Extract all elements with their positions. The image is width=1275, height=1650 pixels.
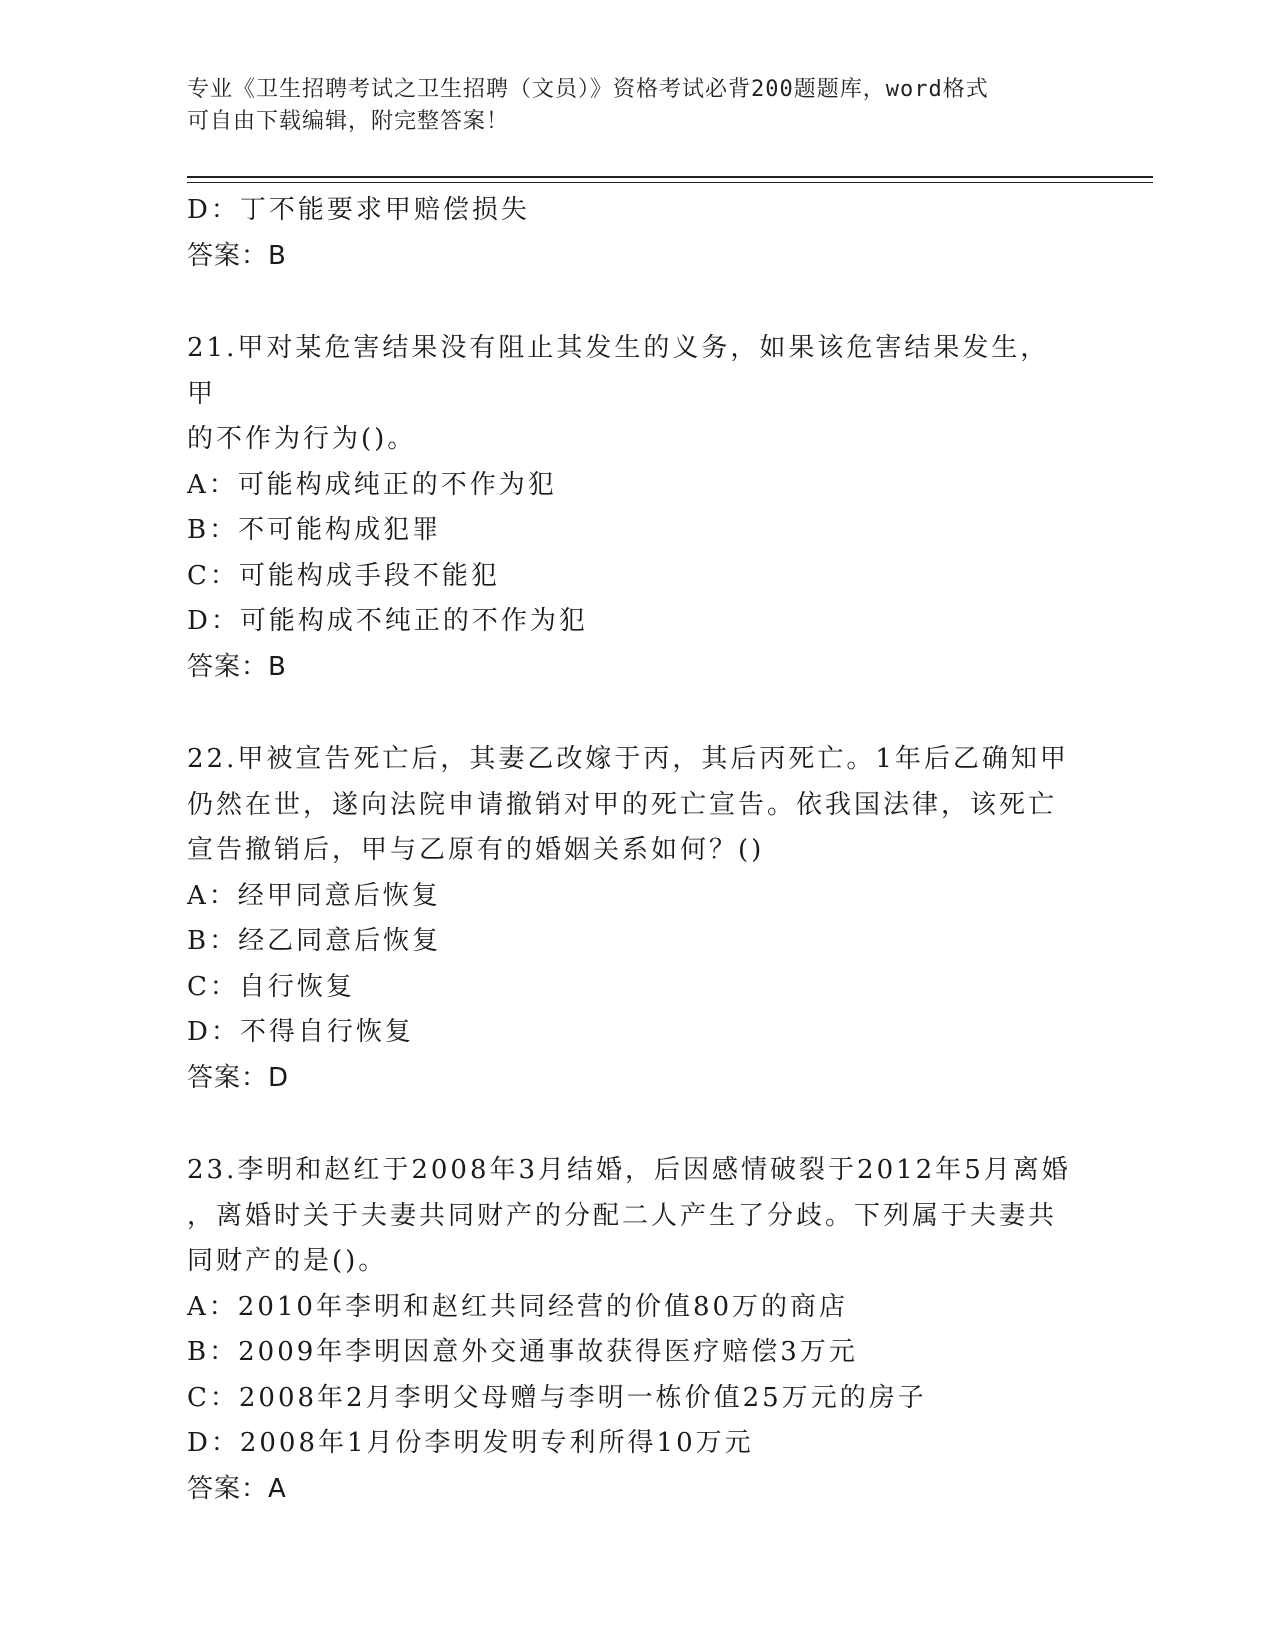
question-21 bbox=[187, 326, 1077, 690]
header-divider-thick bbox=[187, 176, 1153, 178]
spacer bbox=[187, 1101, 1077, 1148]
option-d: D：可能构成不纯正的不作为犯 bbox=[187, 606, 588, 636]
question-stem-line: 22.甲被宣告死亡后，其妻乙改嫁于丙，其后丙死亡。1年后乙确知甲 bbox=[187, 744, 1069, 774]
option-d: D：2008年1月份李明发明专利所得10万元 bbox=[187, 1428, 754, 1458]
option-c: C：2008年2月李明父母赠与李明一栋价值25万元的房子 bbox=[187, 1382, 927, 1413]
previous-question-tail bbox=[187, 188, 1077, 279]
question-23 bbox=[187, 1148, 1077, 1512]
answer-line: 答案：D bbox=[187, 1062, 290, 1093]
header-title-line-2: 可自由下载编辑，附完整答案！ bbox=[187, 109, 510, 134]
question-stem-line: 23.李明和赵红于2008年3月结婚，后因感情破裂于2012年5月离婚 bbox=[187, 1155, 1071, 1185]
answer-line: 答案：A bbox=[187, 1473, 287, 1504]
option-b: B：不可能构成犯罪 bbox=[187, 515, 442, 545]
spacer bbox=[187, 279, 1077, 326]
question-22 bbox=[187, 737, 1077, 1101]
header-title-line-1: 专业《卫生招聘考试之卫生招聘（文员）》资格考试必背200题题库，word格式 bbox=[187, 77, 989, 102]
question-list bbox=[187, 188, 1077, 1512]
option-a: A：可能构成纯正的不作为犯 bbox=[187, 469, 557, 500]
question-stem-line: 仍然在世，遂向法院申请撤销对甲的死亡宣告。依我国法律，该死亡 bbox=[187, 789, 1058, 820]
option-b: B：经乙同意后恢复 bbox=[187, 926, 442, 956]
question-stem-line: 的不作为行为()。 bbox=[187, 424, 417, 454]
option-a: A：经甲同意后恢复 bbox=[187, 880, 441, 911]
question-stem-line: 21.甲对某危害结果没有阻止其发生的义务，如果该危害结果发生，甲 bbox=[187, 333, 1050, 409]
option-d: D：不得自行恢复 bbox=[187, 1017, 414, 1047]
document-header bbox=[187, 74, 1067, 138]
answer-line: 答案：B bbox=[187, 240, 287, 271]
question-stem-line: 同财产的是()。 bbox=[187, 1246, 388, 1276]
option-c: C：自行恢复 bbox=[187, 971, 355, 1002]
spacer bbox=[187, 690, 1077, 737]
option-b: B：2009年李明因意外交通事故获得医疗赔偿3万元 bbox=[187, 1337, 858, 1367]
option-c: C：可能构成手段不能犯 bbox=[187, 560, 500, 591]
question-stem-line: 宣告撤销后，甲与乙原有的婚姻关系如何？() bbox=[187, 835, 765, 865]
answer-line: 答案：B bbox=[187, 651, 287, 682]
question-stem-line: ，离婚时关于夫妻共同财产的分配二人产生了分歧。下列属于夫妻共 bbox=[187, 1200, 1058, 1231]
option-a: A：2010年李明和赵红共同经营的价值80万的商店 bbox=[187, 1291, 849, 1322]
header-divider-thin bbox=[187, 182, 1153, 183]
option-d: D：丁不能要求甲赔偿损失 bbox=[187, 195, 530, 225]
